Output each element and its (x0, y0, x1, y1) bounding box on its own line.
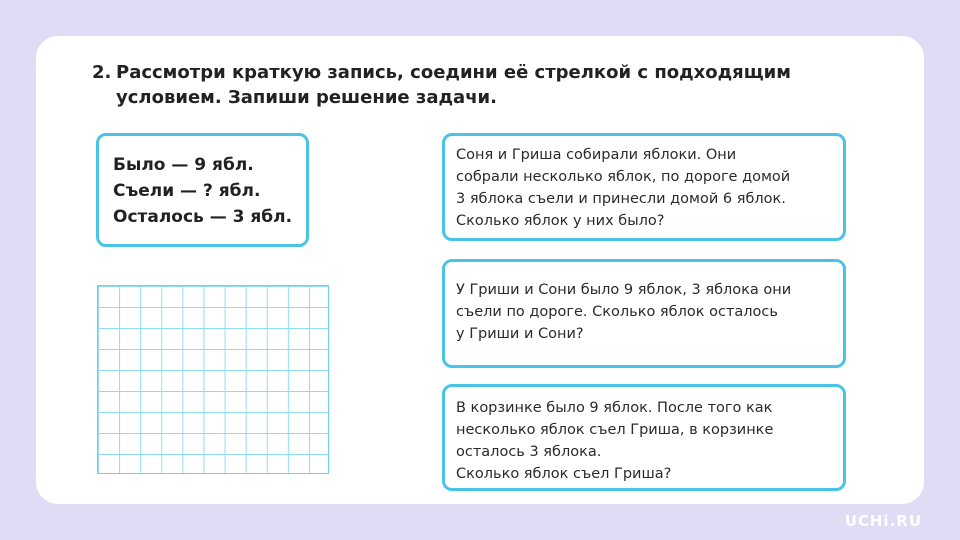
short-record-line: Было — 9 ябл. (113, 155, 254, 175)
option-line: Сколько яблок съел Гриша? (456, 466, 672, 482)
option-line: 3 яблока съели и принесли домой 6 яблок. (456, 191, 786, 207)
short-record-line: Осталось — 3 ябл. (113, 207, 293, 227)
task-heading (92, 60, 852, 110)
uchi-logo: UCHi.RU (844, 512, 922, 530)
option-line: Соня и Гриша собирали яблоки. Они (456, 147, 737, 163)
task-card (36, 36, 924, 504)
task-number: 2. (92, 62, 112, 83)
problem-option-3[interactable] (442, 384, 846, 491)
option-line: У Гриши и Сони было 9 яблок, 3 яблока они (456, 282, 792, 298)
problem-option-2[interactable] (442, 259, 846, 368)
problem-option-1[interactable] (442, 133, 846, 241)
short-record-box (96, 133, 309, 247)
option-line: Сколько яблок у них было? (456, 213, 665, 229)
option-line: несколько яблок съел Гриша, в корзинке (456, 422, 774, 438)
option-line: осталось 3 яблока. (456, 444, 602, 460)
option-line: съели по дороге. Сколько яблок осталось (456, 304, 778, 320)
option-line: В корзинке было 9 яблок. После того как (456, 400, 773, 416)
task-text: Рассмотри краткую запись, соедини её стрелкой с подходящим условием. Запиши решение задачи. (116, 62, 791, 108)
option-line: собрали несколько яблок, по дороге домой (456, 169, 791, 185)
short-record-line: Съели — ? ябл. (113, 181, 261, 201)
answer-grid[interactable] (97, 285, 329, 474)
option-line: у Гриши и Сони? (456, 326, 584, 342)
